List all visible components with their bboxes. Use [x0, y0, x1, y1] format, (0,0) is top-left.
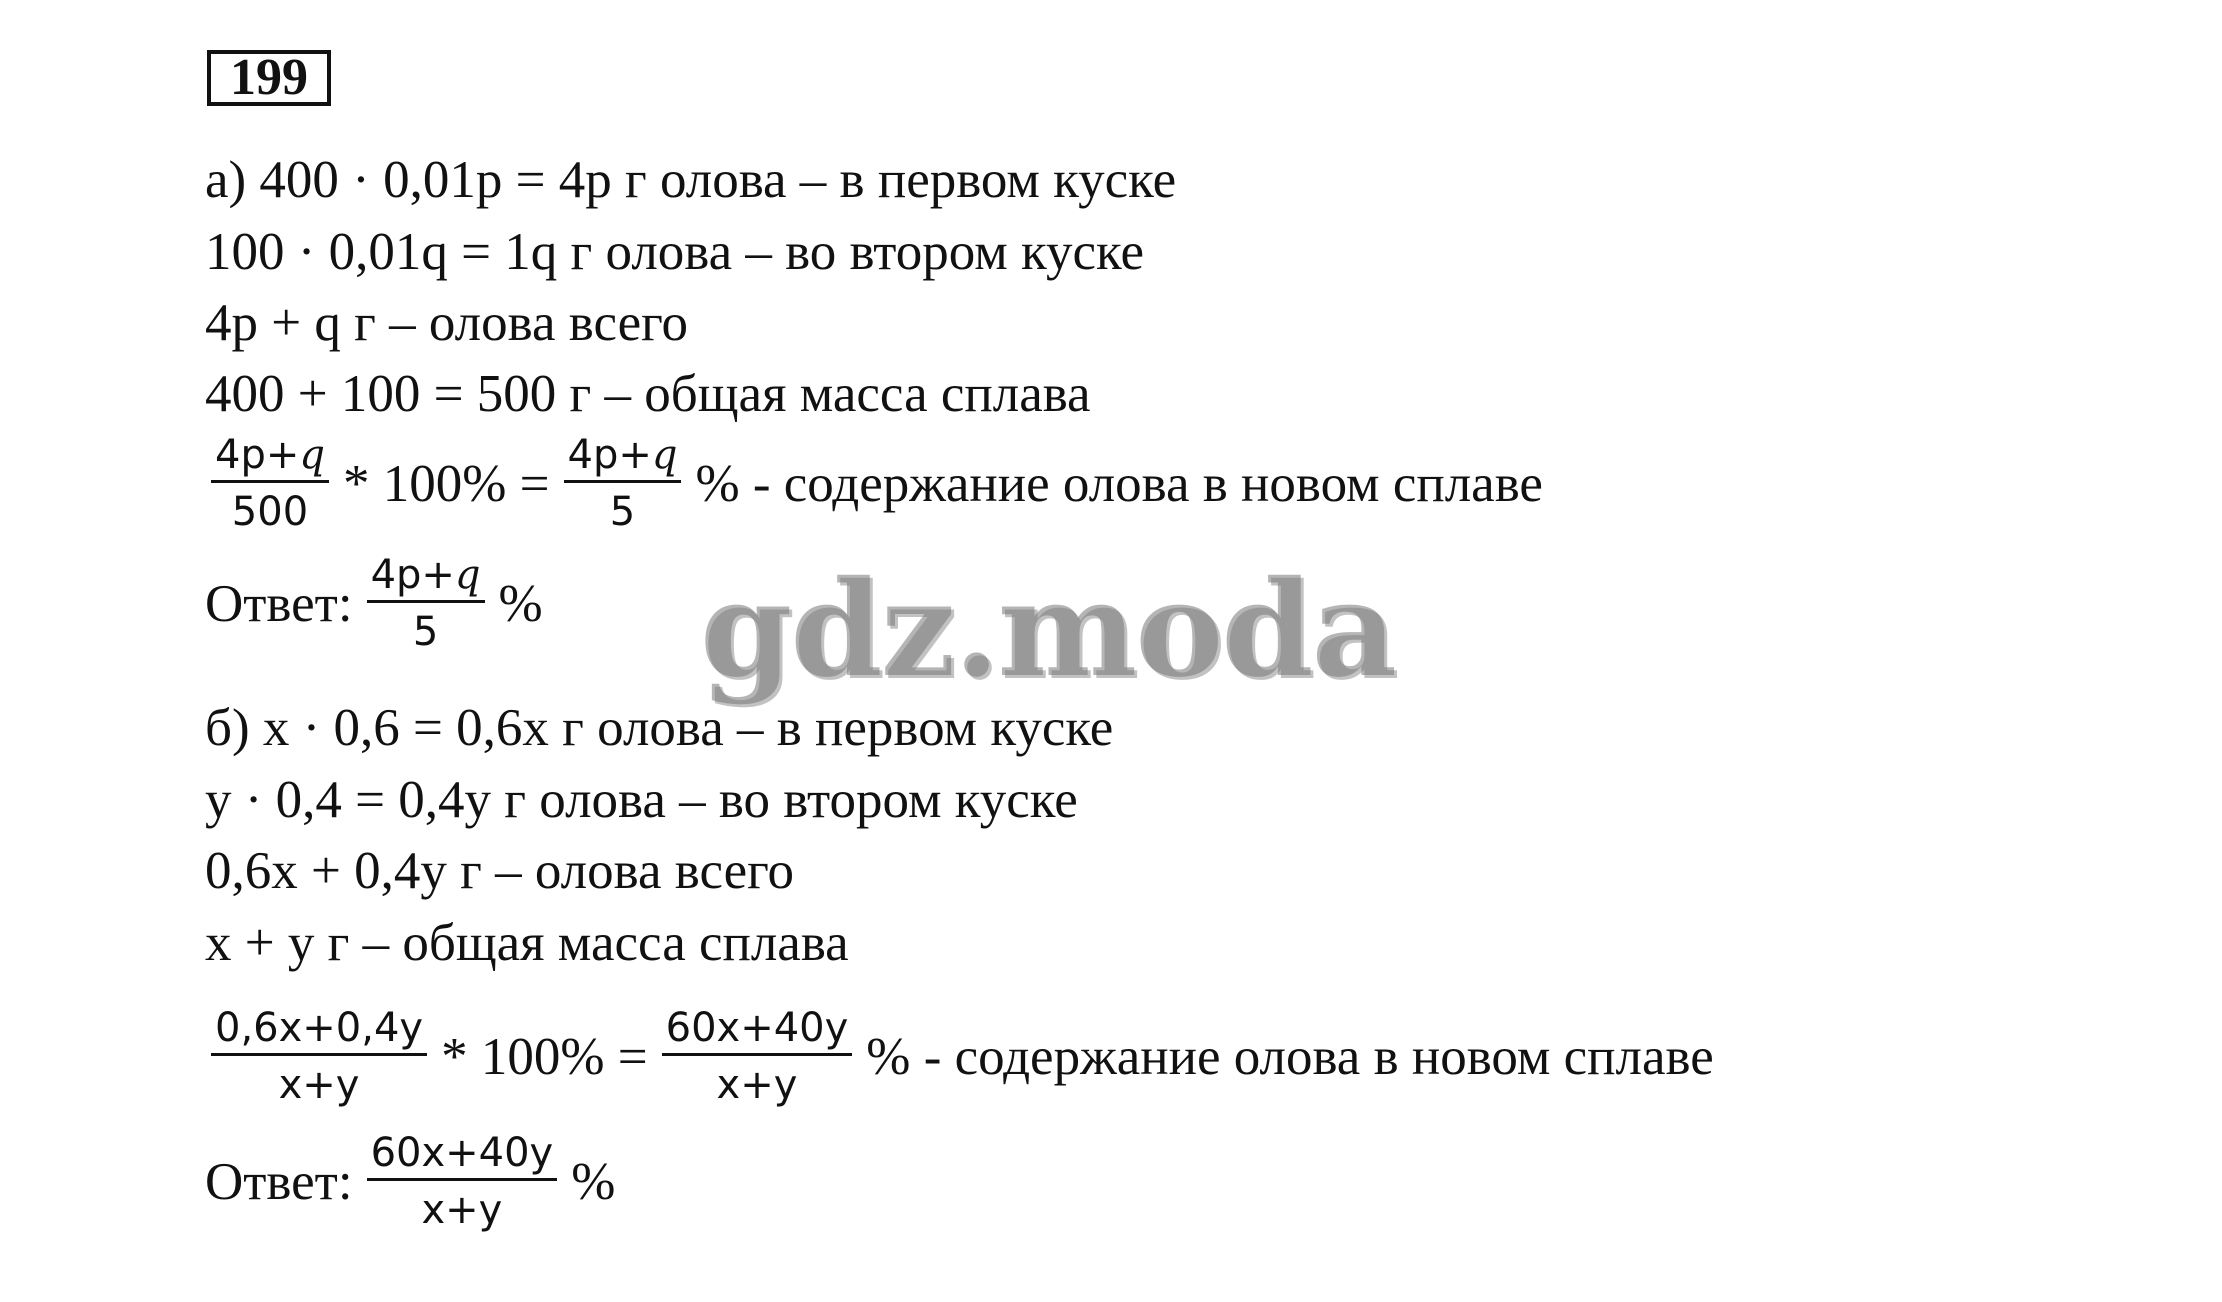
- part-a-answer: [205, 552, 551, 655]
- task-number-box: 199: [207, 50, 331, 106]
- fraction-denominator: x+y: [278, 1062, 360, 1108]
- formula-suffix: % - содержание олова в новом сплаве: [866, 1027, 1714, 1086]
- answer-suffix: %: [571, 1152, 616, 1211]
- fraction: [367, 552, 485, 655]
- fraction: [211, 1005, 427, 1108]
- fraction-numerator: 60x+40y: [662, 1005, 853, 1056]
- fraction-denominator: 500: [231, 489, 309, 535]
- part-a-formula: [205, 432, 1551, 535]
- fraction: [564, 432, 682, 535]
- answer-label: Ответ:: [205, 1152, 353, 1211]
- fraction-denominator: 5: [412, 609, 439, 655]
- fraction: [662, 1005, 853, 1108]
- part-b-line-1: б) x · 0,6 = 0,6x г олова – в первом куске: [205, 699, 1114, 757]
- multiply-text: * 100% =: [342, 454, 550, 513]
- part-a-line-4: 400 + 100 = 500 г – общая масса сплава: [205, 365, 1091, 423]
- part-b-line-4: x + y г – общая масса сплава: [205, 914, 849, 972]
- multiply-text: * 100% =: [441, 1027, 648, 1086]
- part-b-formula: [205, 1005, 1722, 1108]
- part-a-line-3: 4p + q г – олова всего: [205, 294, 689, 352]
- fraction-numerator: 60x+40y: [367, 1130, 558, 1181]
- fraction-denominator: x+y: [716, 1062, 798, 1108]
- part-b-answer: [205, 1130, 623, 1233]
- part-b-line-3: 0,6x + 0,4y г – олова всего: [205, 842, 795, 900]
- part-a-line-1: а) 400 · 0,01p = 4p г олова – в первом куске: [205, 151, 1177, 209]
- fraction: [211, 432, 329, 535]
- answer-suffix: %: [498, 574, 543, 633]
- fraction-numerator: 0,6x+0,4y: [211, 1005, 427, 1056]
- fraction-numerator: 4p+q: [367, 552, 485, 603]
- fraction-denominator: x+y: [421, 1187, 503, 1233]
- part-a-line-2: 100 · 0,01q = 1q г олова – во втором куске: [205, 223, 1144, 281]
- fraction-numerator: 4p+q: [211, 432, 329, 483]
- fraction: [367, 1130, 558, 1233]
- formula-suffix: % - содержание олова в новом сплаве: [695, 454, 1543, 513]
- fraction-numerator: 4p+q: [564, 432, 682, 483]
- watermark: gdz.moda: [700, 552, 1396, 707]
- fraction-denominator: 5: [609, 489, 636, 535]
- part-b-line-2: y · 0,4 = 0,4y г олова – во втором куске: [205, 771, 1078, 829]
- answer-label: Ответ:: [205, 574, 353, 633]
